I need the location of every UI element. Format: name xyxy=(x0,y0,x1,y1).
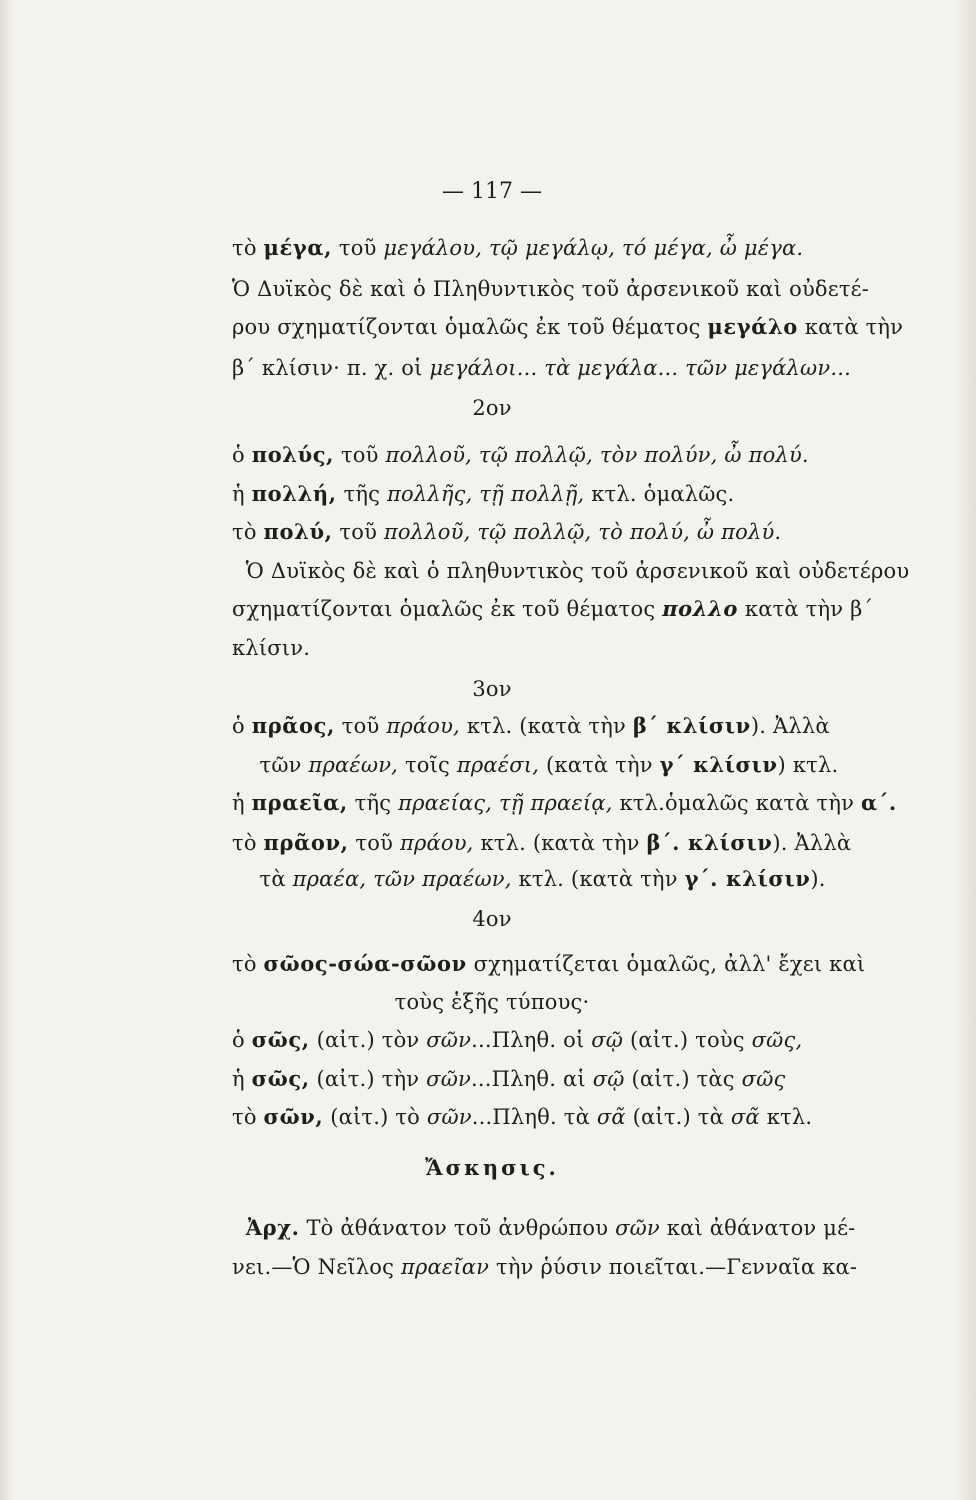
text-span: τὸ xyxy=(232,952,264,976)
text-span: (κατὰ τὴν xyxy=(539,753,660,777)
text-span: ἡ xyxy=(232,1067,252,1091)
text-span: κλίσιν. xyxy=(232,636,311,660)
text-span: τῶν xyxy=(232,753,309,777)
bold-term: σῶς, xyxy=(251,1066,310,1091)
italic-form: σᾶ xyxy=(596,1105,626,1129)
text-span: (αἰτ.) τοὺς xyxy=(623,1028,752,1052)
text-line xyxy=(232,595,874,623)
section-heading xyxy=(232,905,752,933)
text-line xyxy=(232,1065,786,1093)
italic-form: μεγάλου, τῷ μεγάλῳ, τό μέγα, ὦ μέγα. xyxy=(383,236,804,260)
bold-term: πολύ, xyxy=(263,519,333,544)
page-edge-shadow xyxy=(954,0,976,1500)
bold-term: πρᾶος, xyxy=(251,713,335,738)
text-span: Ὁ Δυϊκὸς δὲ καὶ ὁ Πληθυντικὸς τοῦ ἀρσενικοῦ καὶ οὐδετέ- xyxy=(232,277,870,301)
bold-term: μεγάλο xyxy=(707,314,798,339)
text-line xyxy=(232,480,752,508)
italic-form: σῶν xyxy=(426,1028,472,1052)
text-line xyxy=(232,950,866,978)
bold-term: πολύς, xyxy=(251,442,335,467)
italic-form: σῶν xyxy=(426,1105,472,1129)
italic-form: σῶν xyxy=(615,1216,660,1240)
italic-form: πράου, xyxy=(386,714,460,738)
text-span: (αἰτ.) τὸ xyxy=(323,1105,427,1129)
italic-form: πραεῖαν xyxy=(400,1255,490,1279)
text-span: Ὁ Δυϊκὸς δὲ καὶ ὁ πληθυντικὸς τοῦ ἀρσενικοῦ καὶ οὐδετέρου xyxy=(232,559,910,583)
bold-term: β΄. κλίσιν xyxy=(646,830,773,855)
text-span: κτλ. xyxy=(759,1105,813,1129)
bold-term: πραεῖα, xyxy=(251,790,348,815)
bold-term: γ΄ κλίσιν xyxy=(659,752,778,777)
italic-form: πολλοῦ, τῷ πολλῷ, τὸ πολύ, ὦ πολύ. xyxy=(383,520,782,544)
italic-form: πραείας, τῇ πραείᾳ, xyxy=(398,791,613,815)
italic-form: πολλῆς, τῇ πολλῇ, xyxy=(387,482,585,506)
text-span: ). Ἀλλὰ xyxy=(750,714,830,738)
text-span: τοῖς xyxy=(398,753,457,777)
text-span: τῆς xyxy=(336,482,387,506)
text-span: τὸ xyxy=(232,236,264,260)
text-span: κτλ.ὁμαλῶς κατὰ τὴν xyxy=(612,791,861,815)
bold-term: πρᾶον, xyxy=(263,830,349,855)
text-line xyxy=(232,275,870,303)
text-line xyxy=(232,557,910,585)
bold-term: σῶος-σώα-σῶον xyxy=(263,951,467,976)
text-span: τὸ xyxy=(232,1105,264,1129)
text-span: ...Πληθ. αἱ xyxy=(470,1067,593,1091)
text-line xyxy=(232,518,782,546)
page-number: — 117 — xyxy=(442,179,542,204)
text-span: τὸ xyxy=(232,520,264,544)
text-line xyxy=(232,751,839,779)
text-span: κτλ. (κατὰ τὴν xyxy=(511,867,685,891)
italic-form: σῶς, xyxy=(751,1028,803,1052)
italic-form: σῶν xyxy=(426,1067,471,1091)
text-span: τὰ xyxy=(232,867,293,891)
text-span: ὁ xyxy=(232,443,252,467)
text-span: Τὸ ἀθάνατον τοῦ ἀνθρώπου xyxy=(299,1216,616,1240)
text-span: τοῦ xyxy=(332,236,384,260)
bold-term: σῶς, xyxy=(251,1027,310,1052)
text-span: ). xyxy=(810,867,826,891)
italic-form: σᾶ xyxy=(730,1105,760,1129)
italic-form: πραέσι, xyxy=(456,753,540,777)
text-line xyxy=(232,712,830,740)
text-span: 2ον xyxy=(472,396,512,420)
text-line xyxy=(232,354,851,382)
bold-term: μέγα, xyxy=(263,235,333,260)
italic-form: σῷ xyxy=(591,1028,624,1052)
italic-form: πολλοῦ, τῷ πολλῷ, τὸν πολύν, ὦ πολύ. xyxy=(385,443,809,467)
text-span: κατὰ τὴν β΄ xyxy=(738,597,874,621)
text-span: 4ον xyxy=(472,907,512,931)
text-span: ἡ xyxy=(232,482,252,506)
text-span: ἡ xyxy=(232,791,252,815)
bold-term: α΄. xyxy=(860,790,897,815)
italic-form: σῷ xyxy=(592,1067,625,1091)
text-span: (αἰτ.) τὸν xyxy=(309,1028,427,1052)
section-heading xyxy=(232,1154,752,1182)
bold-term: β΄ κλίσιν xyxy=(632,713,751,738)
text-span: τοὺς ἑξῆς τύπους· xyxy=(394,990,590,1014)
text-line xyxy=(232,441,809,469)
text-span: (αἰτ.) τὰ xyxy=(625,1105,731,1129)
text-span: ...Πληθ. οἱ xyxy=(471,1028,592,1052)
bold-term: σῶν, xyxy=(263,1104,324,1129)
text-span: σχηματίζεται ὁμαλῶς, ἀλλ' ἔχει καὶ xyxy=(466,952,866,976)
section-heading xyxy=(232,394,752,422)
text-line xyxy=(232,634,752,662)
text-span: νει.—Ὁ Νεῖλος xyxy=(232,1255,401,1279)
text-span: τὴν ῥύσιν ποιεῖται.—Γενναῖα κα- xyxy=(489,1255,858,1279)
bold-term: Ἀρχ. xyxy=(245,1215,300,1240)
text-span: ὁ xyxy=(232,1028,252,1052)
text-span: (αἰτ.) τὴν xyxy=(309,1067,427,1091)
text-span: τοῦ xyxy=(334,443,386,467)
text-span: καὶ ἀθάνατον μέ- xyxy=(659,1216,856,1240)
text-span: ...Πληθ. τὰ xyxy=(471,1105,597,1129)
bold-italic-term: πολλο xyxy=(662,596,739,621)
text-span: κτλ. ὁμαλῶς. xyxy=(584,482,735,506)
text-span: τοῦ xyxy=(348,831,400,855)
italic-form: πράου, xyxy=(399,831,474,855)
text-span: τῆς xyxy=(347,791,399,815)
text-line xyxy=(232,313,904,341)
exercise-heading: Ἄσκησις. xyxy=(425,1155,559,1180)
text-span: ὁ xyxy=(232,714,252,738)
text-span: σχηματίζονται ὁμαλῶς ἐκ τοῦ θέματος xyxy=(232,597,663,621)
bold-term: γ΄. κλίσιν xyxy=(684,866,811,891)
text-line xyxy=(232,1253,858,1281)
text-span: τὸ xyxy=(232,831,264,855)
italic-form: πραέα, τῶν πραέων, xyxy=(292,867,512,891)
section-heading xyxy=(232,988,752,1016)
text-line xyxy=(232,829,852,857)
italic-form: πραέων, xyxy=(308,753,399,777)
section-heading xyxy=(232,675,752,703)
text-span: ). Ἀλλὰ xyxy=(772,831,852,855)
text-span: τοῦ xyxy=(334,714,387,738)
text-line xyxy=(232,234,804,262)
text-span: ) κτλ. xyxy=(777,753,839,777)
text-line xyxy=(232,1026,803,1054)
text-span: τοῦ xyxy=(332,520,384,544)
text-line xyxy=(232,865,826,893)
bold-term: πολλή, xyxy=(251,481,337,506)
text-span: (αἰτ.) τὰς xyxy=(624,1067,742,1091)
text-span: ρου σχηματίζονται ὁμαλῶς ἐκ τοῦ θέματος xyxy=(232,315,708,339)
text-line xyxy=(232,789,897,817)
italic-form: σῶς xyxy=(741,1067,786,1091)
text-span: 3ον xyxy=(472,677,512,701)
text-line xyxy=(232,1214,856,1242)
text-line xyxy=(232,1103,813,1131)
text-span: κτλ. (κατὰ τὴν xyxy=(473,831,647,855)
text-span xyxy=(232,1216,246,1240)
italic-form: μεγάλοι... τὰ μεγάλα... τῶν μεγάλων... xyxy=(429,356,851,380)
text-span: κτλ. (κατὰ τὴν xyxy=(459,714,633,738)
text-span: κατὰ τὴν xyxy=(797,315,904,339)
page-gutter-shadow xyxy=(0,0,14,1500)
text-span: β΄ κλίσιν· π. χ. οἱ xyxy=(232,356,430,380)
